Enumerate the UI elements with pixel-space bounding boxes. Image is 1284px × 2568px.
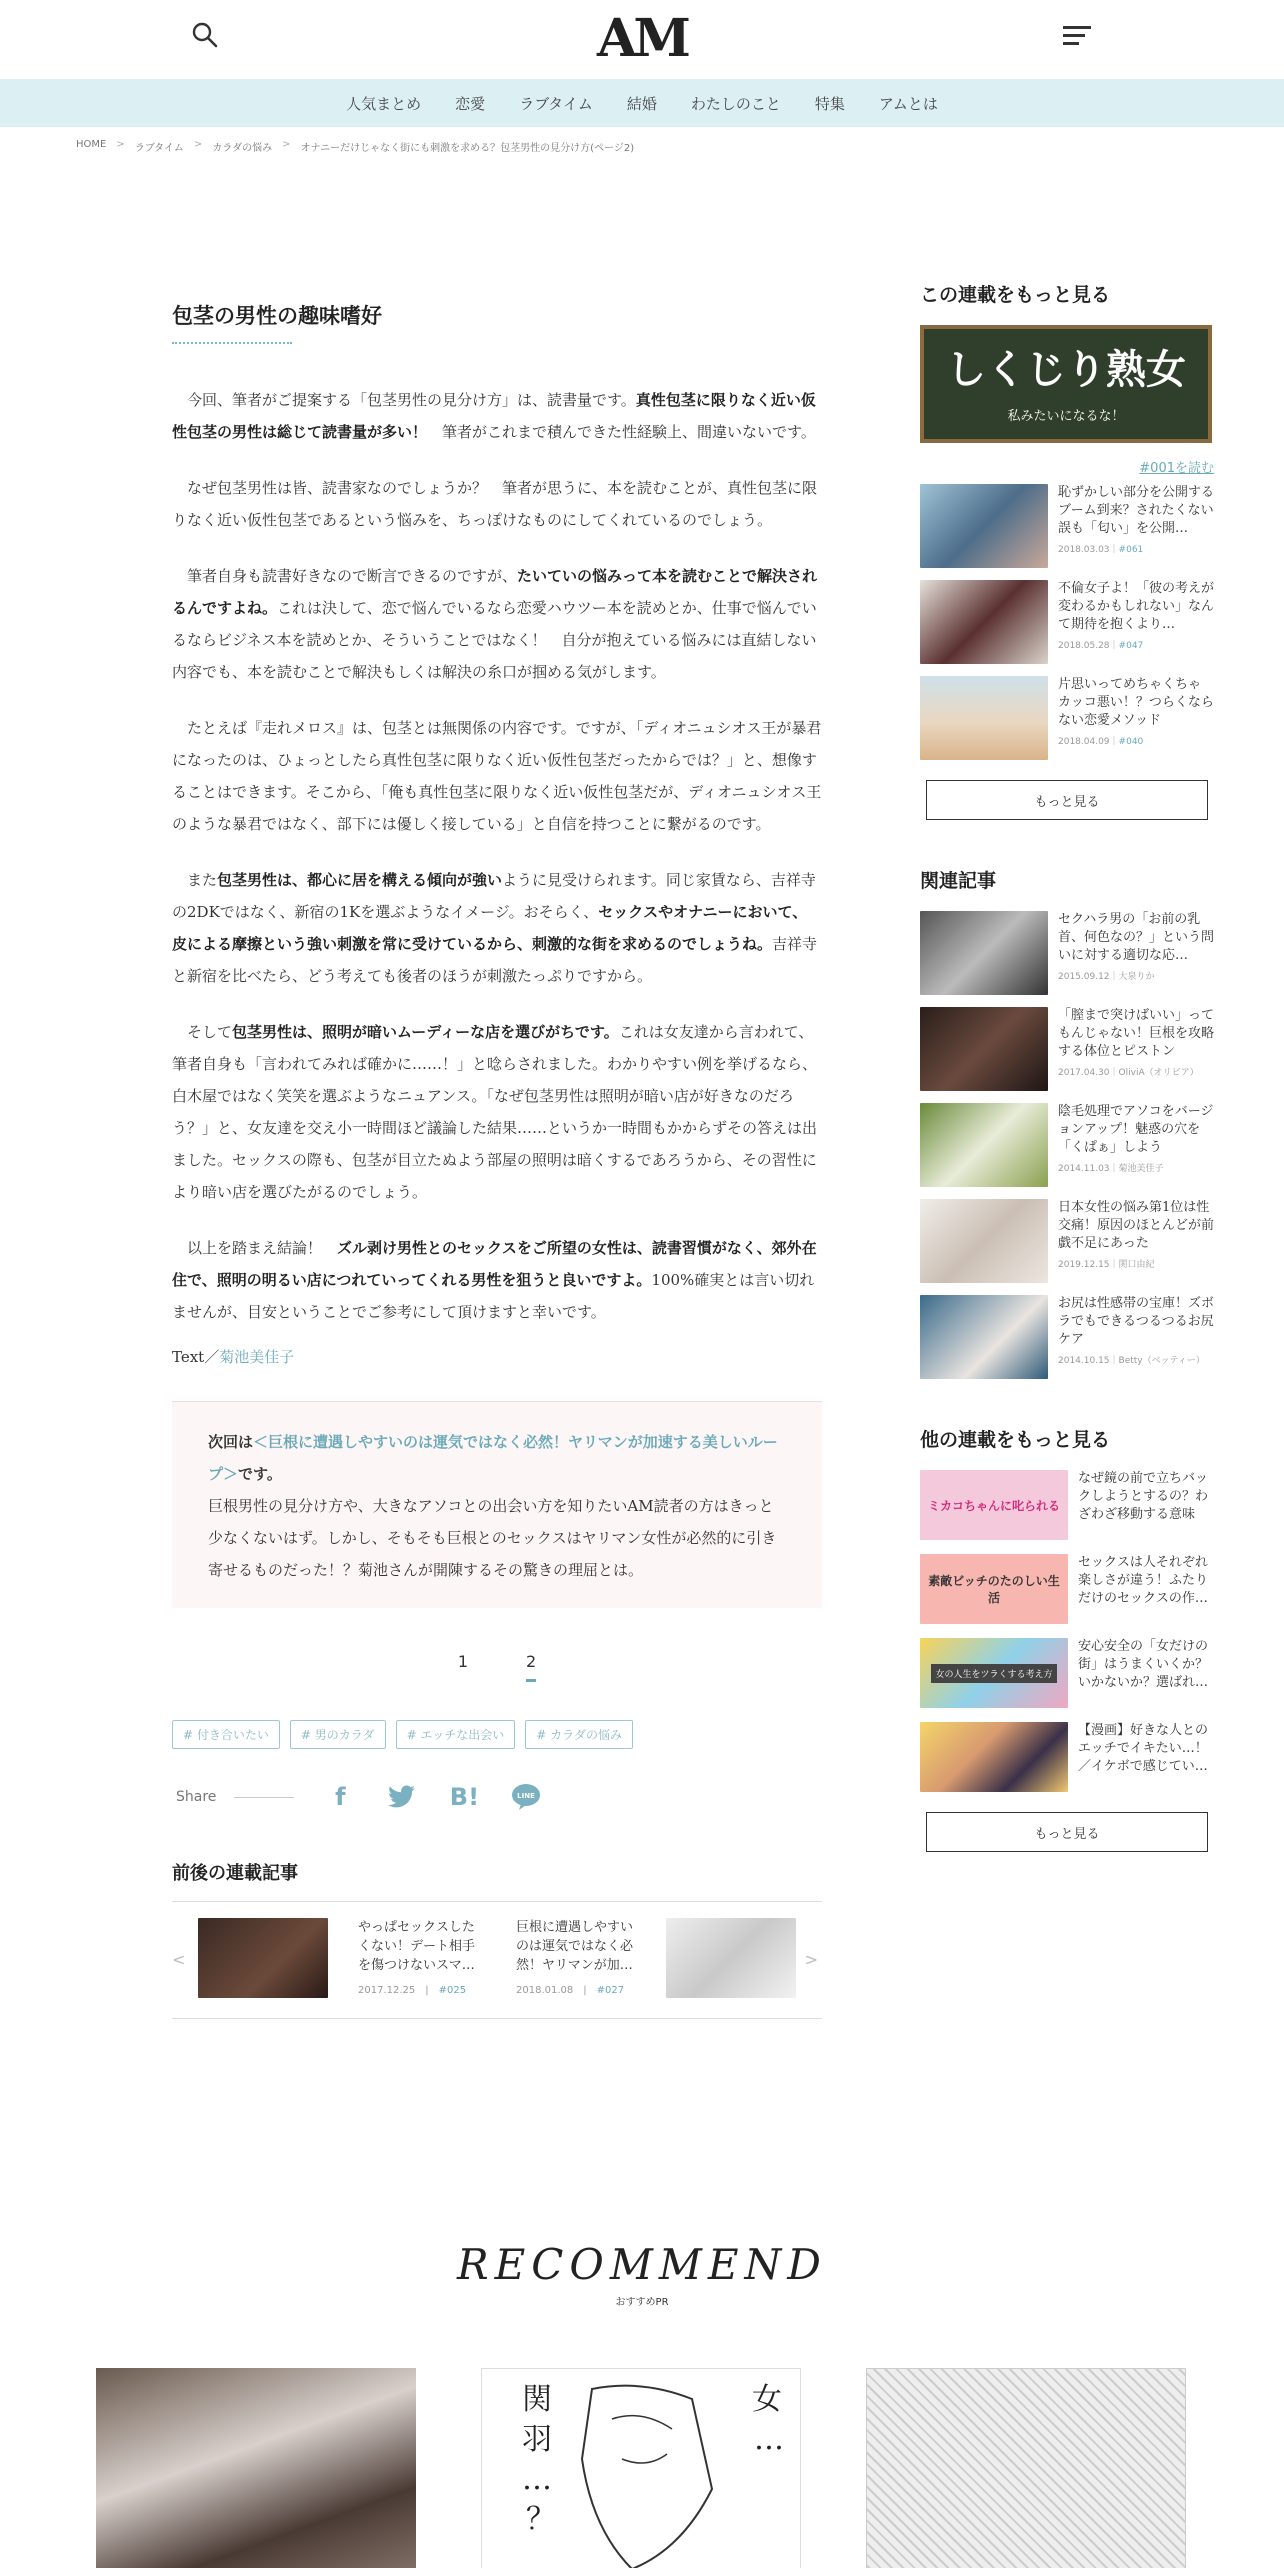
related-item[interactable] [920, 911, 1214, 995]
paragraph-text: これは女友達から言われて、筆者自身も「言われてみれば確かに……！」と唸らされました。わかりやすい例を挙げるなら、白木屋ではなく笑笑を選ぶようなニュアンス。「なぜ包茎男性は照明が暗い店が好きなのだろう？」と、女友達を交え小一時間ほど議論した結果……というか一時間もかからずその答えは出ました。セックスの際も、包茎が目立たぬよう部屋の照明は暗くするであろうから、その習性により暗い店を選びたがるのでしょう。 [172, 1023, 818, 1201]
series-item-title: 不倫女子よ！「彼の考えが変わるかもしれない」なんて期待を抱くより… [1058, 581, 1215, 632]
related-thumbnail [920, 911, 1048, 995]
next-article-num: #027 [596, 1985, 625, 1996]
related-meta: 2014.11.03｜菊池美佳子 [1058, 1164, 1164, 1174]
emphasized-text: セックスやオナニーにおいて、皮による摩擦という強い刺激を常に受けているから、刺激的な街を求めるのでしょうね。 [172, 903, 808, 953]
site-header [0, 0, 1284, 78]
related-meta: 2015.09.12｜大泉りか [1058, 972, 1155, 982]
svg-text:関: 関 [522, 2382, 552, 2417]
other-series-item[interactable] [920, 1638, 1214, 1708]
related-title: 日本女性の悩み第1位は性交痛！原因のほとんどが前戯不足にあった [1058, 1200, 1215, 1251]
nav-item-lovetime[interactable]: ラブタイム [519, 94, 593, 113]
breadcrumb-home[interactable]: HOME [76, 139, 107, 150]
banner-subtitle: 私みたいになるな！ [1007, 409, 1125, 424]
credit-prefix: Text／ [172, 1348, 220, 1366]
paragraph-text: ように見受けられます。同じ家賃なら、吉祥寺の2DKではなく、新宿の1Kを選ぶようなイメージ。おそらく、 [172, 871, 816, 921]
svg-text:女: 女 [752, 2382, 782, 2417]
paragraph-text: これは決して、恋で悩んでいるなら恋愛ハウツー本を読めとか、仕事で悩んでいるならビジネス本を読めとか、そういうことではなく！ 自分が抱えている悩みには直結しない内容でも、本を読むことで解決もしくは解決の糸口が掴める気がします。 [172, 599, 817, 681]
author-link[interactable]: 菊池美佳子 [219, 1348, 295, 1366]
prev-article-thumbnail [198, 1918, 328, 1998]
prev-article-card[interactable]: やっぱセックスしたくない！デート相手を傷つけないスマ… 2017.12.25 | #025 [198, 1918, 478, 1998]
banner-title: しくじり熟女 [946, 346, 1186, 393]
article-paragraph [172, 712, 822, 840]
breadcrumb-body-worries[interactable]: カラダの悩み [212, 143, 273, 154]
section-heading: 包茎の男性の趣味嗜好 [172, 300, 822, 344]
series-nav [172, 1901, 822, 2019]
related-title: セクハラ男の「お前の乳首、何色なの？」という問いに対する適切な応… [1058, 912, 1215, 963]
related-heading: 関連記事 [920, 870, 997, 892]
other-series-thumbnail: ミカコちゃんに叱られる [920, 1470, 1068, 1540]
paragraph-text: なぜ包茎男性は皆、読書家なのでしょうか？ 筆者が思うに、本を読むことが、真性包茎に限りなく近い仮性包茎であるという悩みを、ちっぽけなものにしてくれているのでしょう。 [172, 479, 818, 529]
paragraph-text: 吉祥寺と新宿を比べたら、どう考えても後者のほうが刺激たっぷりですから。 [172, 935, 818, 985]
other-series-title: 【漫画】好きな人とのエッチでイキたい…！／イケボで感じてい… [1078, 1723, 1209, 1774]
series-thumbnail [920, 484, 1048, 568]
tag-item[interactable]: # 男のカラダ [290, 1720, 386, 1749]
hamburger-menu-icon[interactable] [1063, 26, 1091, 48]
next-suffix: です。 [238, 1465, 282, 1483]
breadcrumb-current: オナニーだけじゃなく街にも刺激を求める？包茎男性の見分け方(ページ2) [300, 143, 635, 154]
facebook-icon[interactable]: f [335, 1783, 346, 1811]
svg-text:LINE: LINE [517, 1792, 536, 1800]
other-series-thumbnail [920, 1722, 1068, 1792]
other-series-title: セックスは人それぞれ楽しさが違う！ふたりだけのセックスの作… [1078, 1555, 1209, 1606]
paragraph-text: 今回、筆者がご提案する「包茎男性の見分け方」は、読書量です。 [187, 391, 636, 409]
article-body [172, 300, 822, 2019]
article-paragraph [172, 384, 822, 448]
series-nav-heading: 前後の連載記事 [172, 1863, 298, 1884]
share-bar [172, 1781, 822, 1813]
line-icon[interactable] [510, 1781, 542, 1813]
series-item-date: 2018.05.28 [1058, 641, 1110, 651]
related-item[interactable] [920, 1295, 1214, 1379]
article-paragraphs [172, 384, 822, 1328]
svg-text:…: … [522, 2462, 552, 2497]
series-item-title: 恥ずかしい部分を公開するブーム到来？されたくない誤も「匂い」を公開… [1058, 485, 1215, 536]
paragraph-text: 筆者自身も読書好きなので断言できるのですが、 [187, 567, 518, 585]
twitter-icon[interactable] [386, 1781, 418, 1813]
breadcrumb: HOME > ラブタイム > カラダの悩み > オナニーだけじゃなく街にも刺激を求める？包茎男性の見分け方(ページ2) [76, 139, 635, 154]
recommend-card-image[interactable] [866, 2368, 1186, 2568]
series-thumbnail [920, 580, 1048, 664]
page-link-1[interactable]: 1 [457, 1652, 468, 1671]
related-thumbnail [920, 1199, 1048, 1283]
other-series-item[interactable] [920, 1722, 1214, 1792]
recommend-subtitle: おすすめPR [615, 2297, 669, 2308]
other-series-item[interactable] [920, 1554, 1214, 1624]
svg-text:…: … [754, 2422, 784, 2457]
next-prefix: 次回は [208, 1433, 254, 1451]
nav-item-about[interactable]: アムとは [878, 94, 938, 113]
series-item-num: #061 [1118, 545, 1144, 555]
series-list-item[interactable]: 片思いってめちゃくちゃカッコ悪い！？つらくならない恋愛メソッド 2018.04.09｜#040 [920, 676, 1214, 760]
other-series-thumb-text: 女の人生をツラくする考え方 [931, 1664, 1056, 1683]
emphasized-text: 包茎男性は、照明が暗いムーディーな店を選びがちです。 [232, 1023, 619, 1041]
chevron-left-icon[interactable]: < [172, 1950, 186, 1969]
other-series-list [920, 1470, 1214, 1792]
related-item[interactable] [920, 1007, 1214, 1091]
series-item-num: #047 [1118, 641, 1144, 651]
pagination [172, 1652, 822, 1682]
recommend-title: RECOMMEND [457, 2240, 827, 2289]
svg-text:羽: 羽 [522, 2422, 552, 2457]
emphasized-text: 包茎男性は、都心に居を構える傾向が強い [217, 871, 503, 889]
related-thumbnail [920, 1007, 1048, 1091]
tag-list [172, 1720, 822, 1749]
next-article-date: 2018.01.08 [516, 1985, 574, 1996]
article-paragraph [172, 560, 822, 688]
hatena-bookmark-icon[interactable]: B! [449, 1783, 480, 1811]
series-item-title: 片思いってめちゃくちゃカッコ悪い！？つらくならない恋愛メソッド [1058, 677, 1214, 728]
related-title: 「膣まで突けばいい」ってもんじゃない！巨根を攻略する体位とピストン [1058, 1008, 1215, 1059]
nav-item-love[interactable]: 恋愛 [455, 94, 486, 113]
other-series-title: なぜ鏡の前で立ちバックしようとするの？わざわざ移動する意味 [1078, 1471, 1209, 1522]
tag-item[interactable]: # カラダの悩み [525, 1720, 633, 1749]
nav-item-marriage[interactable]: 結婚 [626, 94, 657, 113]
article-paragraph [172, 864, 822, 992]
related-item[interactable] [920, 1103, 1214, 1187]
main-nav [0, 79, 1284, 127]
nav-item-popular[interactable]: 人気まとめ [346, 94, 422, 113]
next-article-link[interactable]: ＜巨根に遭遇しやすいのは運気ではなく必然！ヤリマンが加速する美しいループ＞ [208, 1433, 778, 1483]
breadcrumb-lovetime[interactable]: ラブタイム [134, 143, 184, 154]
series-thumbnail [920, 676, 1048, 760]
series-list [920, 484, 1214, 760]
paragraph-text: そして [187, 1023, 233, 1041]
related-meta: 2014.10.15｜Betty（ベッティー） [1058, 1356, 1205, 1366]
chevron-right-icon[interactable]: > [804, 1950, 818, 1969]
next-article-card[interactable]: 巨根に遭遇しやすいのは運気ではなく必然！ヤリマンが加… 2018.01.08 | #027 [516, 1918, 796, 1998]
series-item-num: #040 [1118, 737, 1144, 747]
next-article-summary: 巨根男性の見分け方や、大きなアソコとの出会い方を知りたいAM読者の方はきっと少なくないはず。しかし、そもそも巨根とのセックスはヤリマン女性が必然的に引き寄せるものだった！？菊池さんが開陳するその驚きの理屈とは。 [208, 1497, 777, 1579]
article-paragraph [172, 1232, 822, 1328]
share-label: Share [176, 1789, 217, 1805]
other-series-title: 安心安全の「女だけの街」はうまくいくか？いかないか？選ばれ… [1078, 1639, 1209, 1690]
tag-item[interactable]: # 付き合いたい [172, 1720, 280, 1749]
article-paragraph [172, 472, 822, 536]
paragraph-text: また [187, 871, 218, 889]
series-more-button[interactable]: もっと見る [926, 780, 1208, 820]
other-series-heading: 他の連載をもっと見る [920, 1429, 1111, 1451]
next-article-title: 巨根に遭遇しやすいのは運気ではなく必然！ヤリマンが加… [516, 1920, 634, 1973]
emphasized-text: たいていの悩みって本を読むことで解決されるんですよね。 [172, 567, 818, 617]
related-list [920, 911, 1214, 1379]
tag-item[interactable]: # エッチな出会い [396, 1720, 516, 1749]
series-item-date: 2018.04.09 [1058, 737, 1110, 747]
related-meta: 2019.12.15｜関口由紀 [1058, 1260, 1155, 1270]
article-paragraph [172, 1016, 822, 1208]
series-item-date: 2018.03.03 [1058, 545, 1110, 555]
related-thumbnail [920, 1295, 1048, 1379]
other-series-thumbnail: 素敵ビッチのたのしい生活 [920, 1554, 1068, 1624]
next-article-thumbnail [666, 1918, 796, 1998]
sidebar-series-heading: この連載をもっと見る [920, 284, 1111, 306]
prev-article-title: やっぱセックスしたくない！デート相手を傷つけないスマ… [358, 1920, 476, 1973]
svg-text:？: ？ [526, 2502, 556, 2537]
prev-article-num: #025 [438, 1985, 467, 1996]
author-credit [172, 1346, 822, 1367]
next-article-box [172, 1401, 822, 1608]
nav-item-myself[interactable]: わたしのこと [690, 94, 781, 113]
recommend-card-image[interactable] [481, 2368, 801, 2568]
read-first-link[interactable]: #001を読む [1139, 461, 1214, 476]
series-list-item[interactable]: 恥ずかしい部分を公開するブーム到来？されたくない誤も「匂い」を公開… 2018.03.03｜#061 [920, 484, 1214, 568]
prev-article-date: 2017.12.25 [358, 1985, 416, 1996]
related-title: 陰毛処理でアソコをバージョンアップ！魅惑の穴を「くぱぁ」しよう [1058, 1104, 1214, 1155]
other-series-thumbnail [920, 1638, 1068, 1708]
paragraph-text: 以上を踏まえ結論！ [187, 1239, 338, 1257]
nav-item-feature[interactable]: 特集 [814, 94, 845, 113]
paragraph-text: 筆者がこれまで積んできた性経験上、間違いないです。 [427, 423, 816, 441]
sidebar [920, 280, 1214, 1852]
related-thumbnail [920, 1103, 1048, 1187]
site-logo[interactable]: AM [597, 8, 687, 69]
emphasized-text: 真性包茎に限りなく近い仮性包茎の男性は総じて読書量が多い！ [172, 391, 816, 441]
other-series-item[interactable] [920, 1470, 1214, 1540]
paragraph-text: たとえば『走れメロス』は、包茎とは無関係の内容です。ですが、「ディオニュシオス王が暴君になったのは、ひょっとしたら真性包茎に限りなく近い仮性包茎だったからでは？」と、想像することはできます。そこから、「俺も真性包茎に限りなく近い仮性包茎だが、ディオニュシオス王のような暴君ではなく、部下には優しく接している」と自信を持つことに繋がるのです。 [172, 719, 822, 833]
other-series-more-button[interactable]: もっと見る [926, 1812, 1208, 1852]
recommend-card-image[interactable] [96, 2368, 416, 2568]
search-icon[interactable] [190, 20, 222, 52]
related-item[interactable] [920, 1199, 1214, 1283]
emphasized-text: ズル剥け男性とのセックスをご所望の女性は、読書習慣がなく、郊外在住で、照明の明るい店につれていってくれる男性を狙うと良いですよ。 [172, 1239, 817, 1289]
page-link-2-current: 2 [526, 1652, 536, 1682]
related-meta: 2017.04.30｜OliviA（オリビア） [1058, 1068, 1199, 1078]
paragraph-text: 100%確実とは言い切れませんが、目安ということでご参考にして頂けますと幸いです。 [172, 1271, 815, 1321]
series-list-item[interactable]: 不倫女子よ！「彼の考えが変わるかもしれない」なんて期待を抱くより… 2018.05.28｜#047 [920, 580, 1214, 664]
related-title: お尻は性感帯の宝庫！ズボラでもできるつるつるお尻ケア [1058, 1296, 1215, 1347]
series-banner[interactable] [920, 325, 1212, 443]
recommend-section [0, 2240, 1284, 2537]
